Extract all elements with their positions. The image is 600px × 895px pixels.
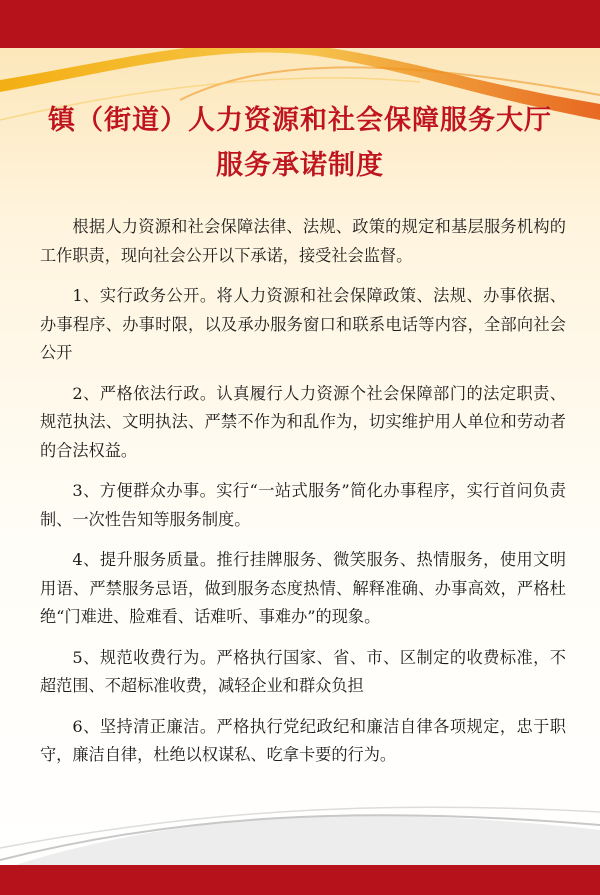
commitment-item-2: 2、严格依法行政。认真履行人力资源个社会保障部门的法定职责、规范执法、文明执法、严禁不作为和乱作为，切实维护用人单位和劳动者的合法权益。 — [40, 383, 566, 460]
commitment-item-5: 5、规范收费行为。严格执行国家、省、市、区制定的收费标准，不超范围、不超标准收费，减轻企业和群众负担 — [40, 647, 566, 695]
commitment-item-3: 3、方便群众办事。实行“一站式服务”简化办事程序，实行首问负责制、一次性告知等服务制度。 — [40, 481, 566, 529]
bottom-red-band — [0, 865, 600, 895]
commitment-item-6: 6、坚持清正廉洁。严格执行党纪政纪和廉洁自律各项规定，忠于职守，廉洁自律，杜绝以权谋私、吃拿卡要的行为。 — [40, 716, 566, 764]
commitment-body — [40, 213, 566, 782]
top-red-band — [0, 0, 600, 48]
page-title: 镇（街道）人力资源和社会保障服务大厅 — [48, 105, 552, 136]
intro-paragraph: 根据人力资源和社会保障法律、法规、政策的规定和基层服务机构的工作职责，现向社会公开以下承诺，接受社会监督。 — [40, 217, 566, 265]
commitment-item-4: 4、提升服务质量。推行挂牌服务、微笑服务、热情服务，使用文明用语、严禁服务忌语，做到服务态度热情、解释准确、办事高效，严格杜绝“门难进、脸难看、话难听、事难办”的现象。 — [40, 550, 566, 626]
commitment-item-1: 1、实行政务公开。将人力资源和社会保障政策、法规、办事依据、办事程序、办事时限，以及承办服务窗口和联系电话等内容，全部向社会公开 — [40, 286, 566, 362]
page-subtitle: 服务承诺制度 — [216, 150, 384, 181]
